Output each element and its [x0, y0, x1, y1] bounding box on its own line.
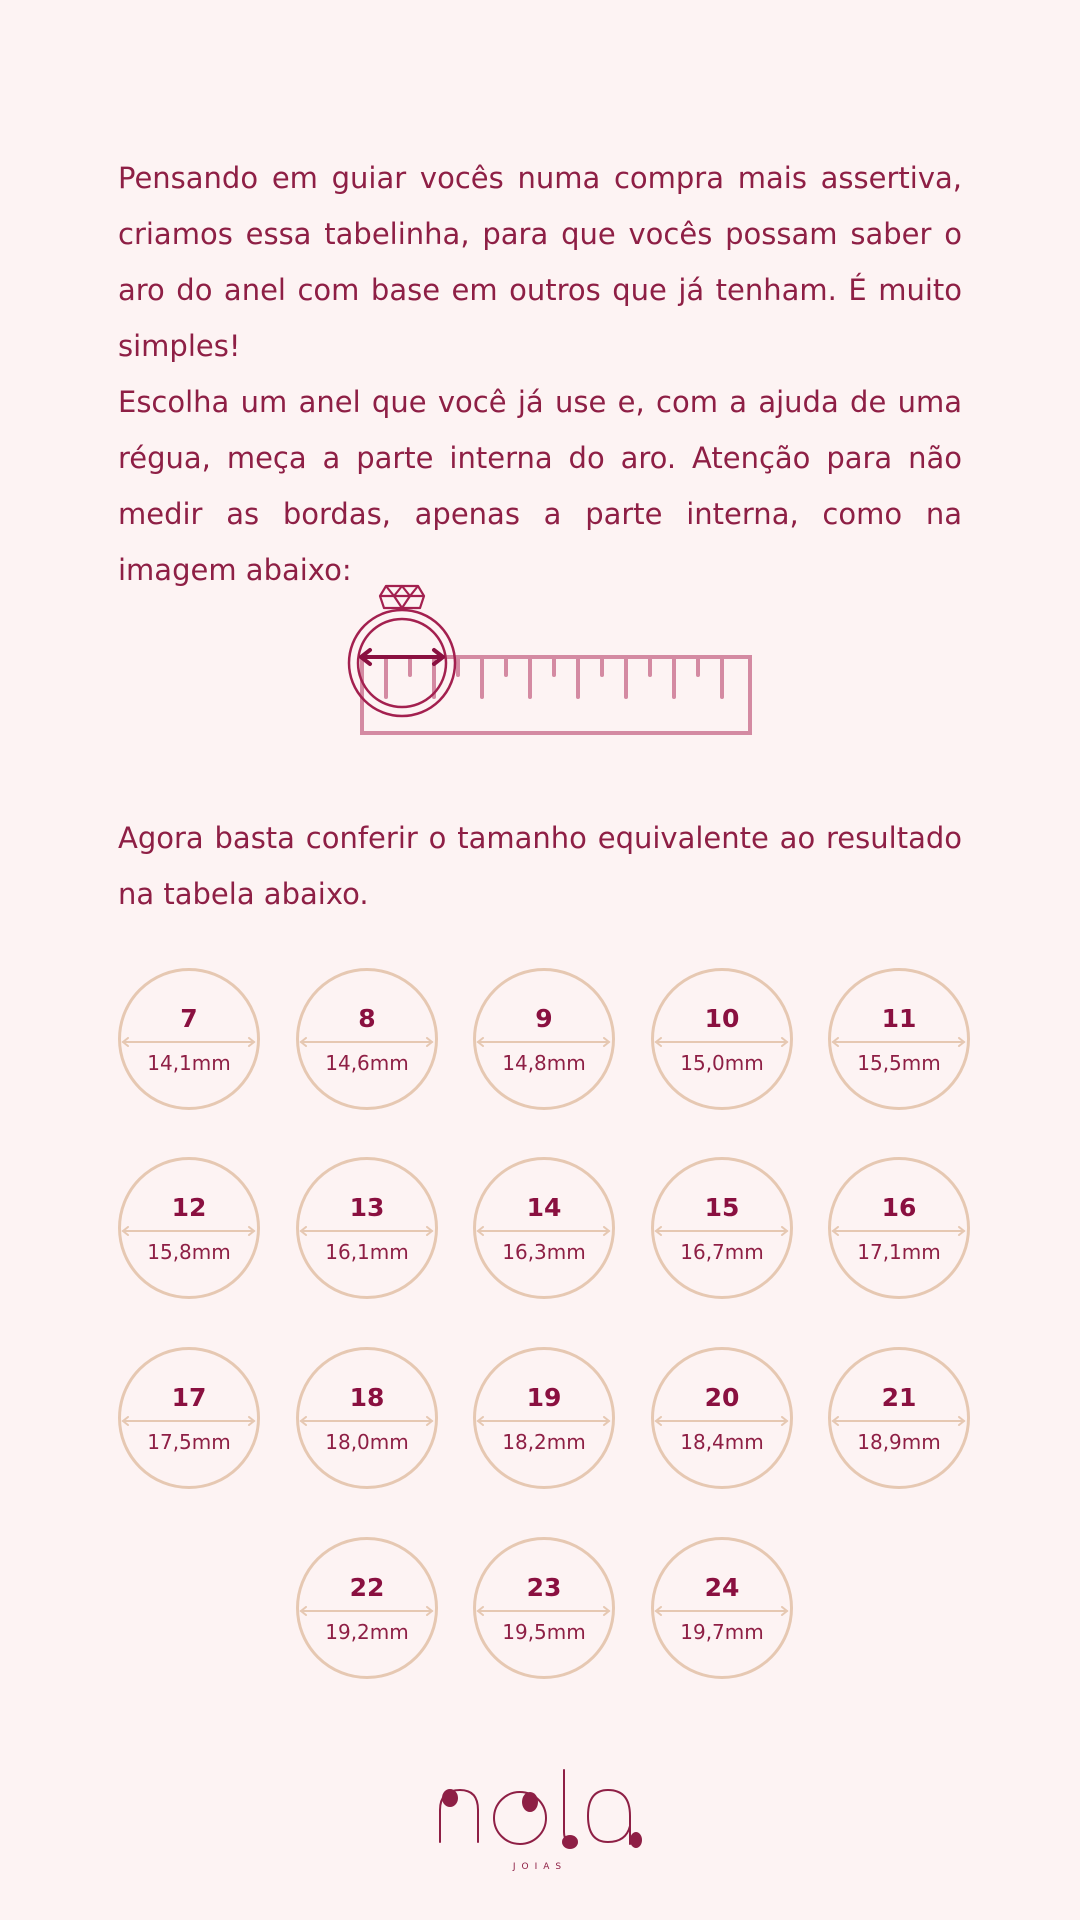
- ring-size-circle: [473, 968, 615, 1110]
- ring-size-diameter: 16,7mm: [680, 1240, 764, 1264]
- diameter-arrow-icon: [476, 1226, 611, 1236]
- ring-size-circle: [473, 1157, 615, 1299]
- diameter-arrow-icon: [299, 1416, 434, 1426]
- diameter-arrow-icon: [654, 1606, 789, 1616]
- ring-size-diameter: 14,8mm: [502, 1051, 586, 1075]
- ring-size-diameter: 15,5mm: [857, 1051, 941, 1075]
- ring-size-circle: [828, 1157, 970, 1299]
- ring-size-number: 24: [704, 1573, 740, 1602]
- ring-size-circle: [473, 1537, 615, 1679]
- ring-size-diameter: 15,0mm: [680, 1051, 764, 1075]
- ring-size-diameter: 17,5mm: [147, 1430, 231, 1454]
- instruction-text: Agora basta conferir o tamanho equivalente ao resultado na tabela abaixo.: [118, 821, 962, 911]
- ring-size-number: 20: [704, 1383, 740, 1412]
- ring-size-diameter: 16,1mm: [325, 1240, 409, 1264]
- ring-size-diameter: 18,0mm: [325, 1430, 409, 1454]
- ring-size-diameter: 18,9mm: [857, 1430, 941, 1454]
- diameter-arrow-icon: [299, 1226, 434, 1236]
- diameter-arrow-icon: [299, 1037, 434, 1047]
- ring-size-number: 7: [180, 1004, 198, 1033]
- brand-subtitle: JOIAS: [512, 1862, 568, 1872]
- ring-size-number: 21: [881, 1383, 917, 1412]
- ring-size-circle: [473, 1347, 615, 1489]
- diameter-arrow-icon: [476, 1416, 611, 1426]
- ring-size-circle: [651, 1157, 793, 1299]
- nola-logo: [430, 1760, 650, 1852]
- ring-size-diameter: 14,6mm: [325, 1051, 409, 1075]
- ring-size-number: 15: [704, 1193, 740, 1222]
- diameter-arrow-icon: [831, 1416, 966, 1426]
- ring-size-number: 9: [535, 1004, 553, 1033]
- ring-size-number: 17: [171, 1383, 207, 1412]
- ring-size-diameter: 18,2mm: [502, 1430, 586, 1454]
- ring-size-circle: [828, 1347, 970, 1489]
- ring-size-circle: [118, 1347, 260, 1489]
- ring-size-number: 23: [526, 1573, 562, 1602]
- ring-size-circle: [296, 1157, 438, 1299]
- diameter-arrow-icon: [121, 1037, 256, 1047]
- ring-size-circle: [651, 1537, 793, 1679]
- diameter-arrow-icon: [654, 1416, 789, 1426]
- ring-size-number: 8: [358, 1004, 376, 1033]
- diameter-arrow-icon: [476, 1606, 611, 1616]
- ring-size-diameter: 18,4mm: [680, 1430, 764, 1454]
- ring-size-diameter: 15,8mm: [147, 1240, 231, 1264]
- ring-size-diameter: 14,1mm: [147, 1051, 231, 1075]
- ring-size-number: 22: [349, 1573, 385, 1602]
- ring-size-circle: [296, 968, 438, 1110]
- ring-size-circle: [118, 1157, 260, 1299]
- diameter-arrow-icon: [121, 1416, 256, 1426]
- ring-size-number: 13: [349, 1193, 385, 1222]
- ring-size-diameter: 19,2mm: [325, 1620, 409, 1644]
- ring-size-circle: [296, 1537, 438, 1679]
- ring-size-diameter: 19,7mm: [680, 1620, 764, 1644]
- ring-size-number: 11: [881, 1004, 917, 1033]
- ring-size-number: 10: [704, 1004, 740, 1033]
- ring-size-number: 16: [881, 1193, 917, 1222]
- ring-measure-ruler-icon: [340, 575, 760, 745]
- ring-size-diameter: 17,1mm: [857, 1240, 941, 1264]
- ring-size-diameter: 16,3mm: [502, 1240, 586, 1264]
- intro-text: [118, 150, 962, 598]
- ring-size-circle: [118, 968, 260, 1110]
- diameter-arrow-icon: [476, 1037, 611, 1047]
- ring-size-number: 14: [526, 1193, 562, 1222]
- ring-size-diameter: 19,5mm: [502, 1620, 586, 1644]
- diameter-arrow-icon: [654, 1037, 789, 1047]
- diameter-arrow-icon: [121, 1226, 256, 1236]
- diameter-arrow-icon: [831, 1226, 966, 1236]
- diameter-arrow-icon: [831, 1037, 966, 1047]
- intro-paragraph-1: Pensando em guiar vocês numa compra mais assertiva, criamos essa tabelinha, para que vocês possam saber o aro do anel com base em outros que já tenham. É muito simples!: [118, 161, 962, 363]
- ring-size-circle: [651, 968, 793, 1110]
- ring-size-circle: [296, 1347, 438, 1489]
- ring-size-number: 12: [171, 1193, 207, 1222]
- diameter-arrow-icon: [299, 1606, 434, 1616]
- ring-size-number: 18: [349, 1383, 385, 1412]
- intro-paragraph-2: Escolha um anel que você já use e, com a ajuda de uma régua, meça a parte interna do aro. Atenção para não medir as bordas, apenas a parte interna, como na imagem abaixo:: [118, 385, 962, 587]
- diameter-arrow-icon: [654, 1226, 789, 1236]
- ring-size-circle: [828, 968, 970, 1110]
- ring-size-number: 19: [526, 1383, 562, 1412]
- ring-size-circle: [651, 1347, 793, 1489]
